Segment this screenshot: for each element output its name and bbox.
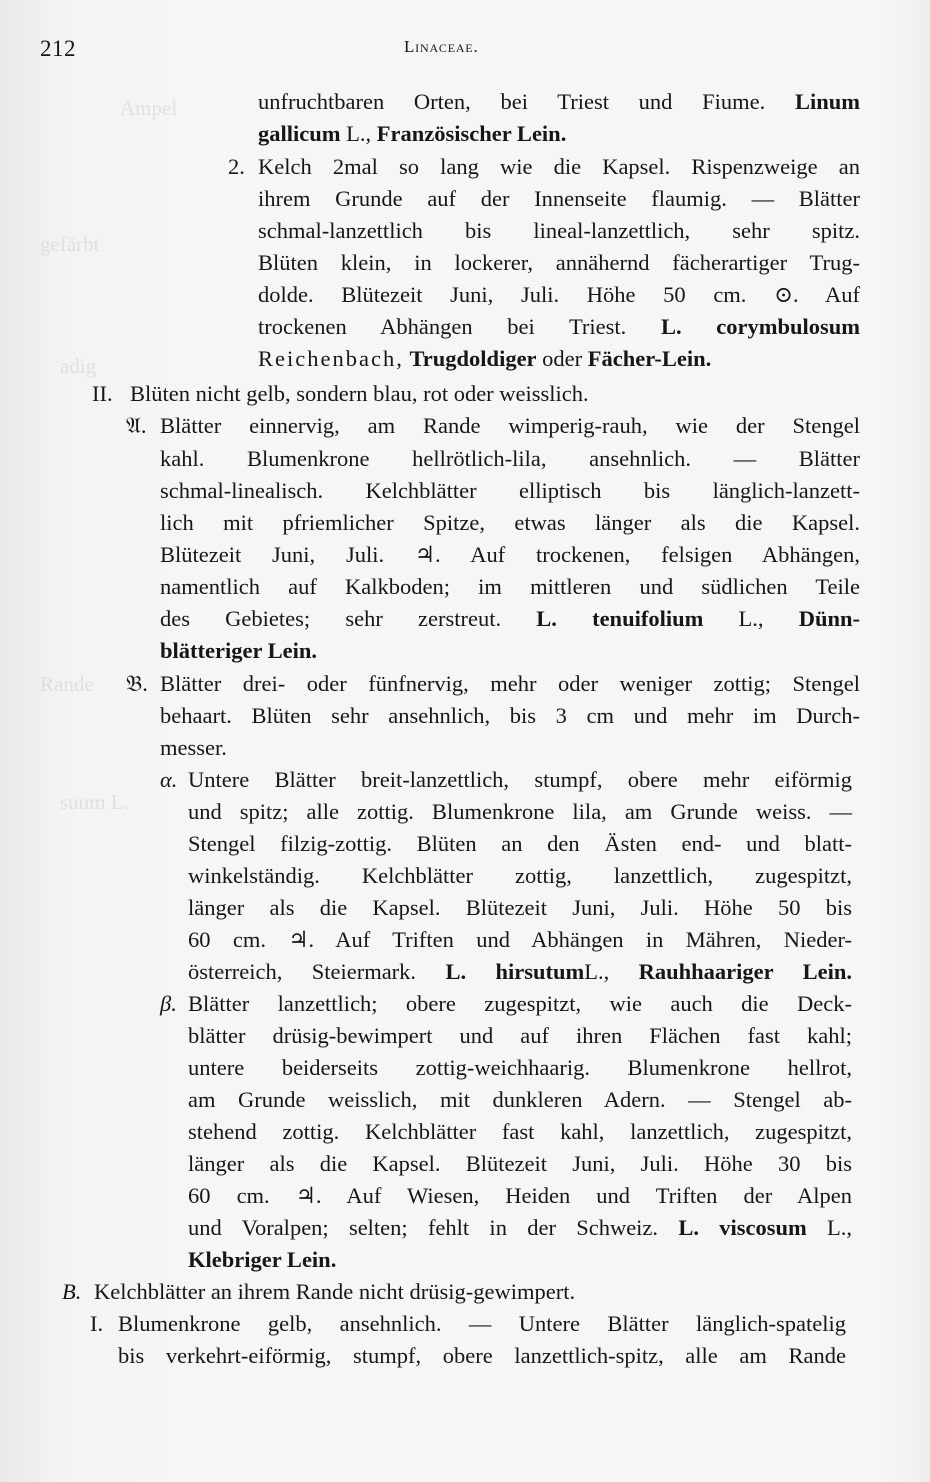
text-line: Blätter drei- oder fünfnervig, mehr oder weniger zottig; Stengel — [160, 671, 860, 696]
text-line: Blätter einnervig, am Rande wimperig-rauh, wie der Stengel — [160, 413, 860, 438]
item-marker: α. — [160, 767, 178, 792]
text-line: blätteriger Lein. — [160, 638, 318, 663]
bleed-through-text: Ampel — [120, 96, 178, 120]
text-line: und Voralpen; selten; fehlt in der Schweiz. L. viscosum L., — [188, 1215, 852, 1240]
text-line: schmal-linealisch. Kelchblätter elliptisch bis länglich-lanzett- — [160, 478, 860, 503]
text-line: blätter drüsig-bewimpert und auf ihren Flächen fast kahl; — [188, 1023, 852, 1048]
text-line: Kelchblätter an ihrem Rande nicht drüsig-gewimpert. — [94, 1279, 576, 1304]
text-line: Reichenbach, Trugdoldiger oder Fächer-Lein. — [258, 346, 712, 371]
text-line: am Grunde weisslich, mit dunkleren Adern. — Stengel ab- — [188, 1087, 852, 1112]
text-line: länger als die Kapsel. Blütezeit Juni, Juli. Höhe 30 bis — [188, 1151, 852, 1176]
text-line: trockenen Abhängen bei Triest. L. corymbulosum — [258, 314, 860, 339]
text-line: messer. — [160, 735, 227, 760]
text-line: Blumenkrone gelb, ansehnlich. — Untere Blätter länglich-spatelig — [118, 1311, 846, 1336]
text-line: namentlich auf Kalkboden; im mittleren und südlichen Teile — [160, 574, 860, 599]
text-line: kahl. Blumenkrone hellrötlich-lila, ansehnlich. — Blätter — [160, 446, 860, 471]
bleed-through-text: Rande — [40, 672, 94, 696]
text-line: stehend zottig. Kelchblätter fast kahl, lanzettlich, zugespitzt, — [188, 1119, 852, 1144]
item-marker: 𝔅. — [126, 671, 148, 696]
text-line: Blätter lanzettlich; obere zugespitzt, wie auch die Deck- — [188, 991, 852, 1016]
text-line: unfruchtbaren Orten, bei Triest und Fiume. Linum — [258, 89, 860, 114]
text-line: 60 cm. ♃. Auf Wiesen, Heiden und Triften der Alpen — [188, 1183, 852, 1208]
bleed-through-text: suum L. — [60, 790, 129, 814]
bleed-through-text: adig — [60, 354, 97, 378]
item-marker: II. — [92, 381, 113, 406]
text-line: gallicum L., Französischer Lein. — [258, 121, 567, 146]
text-line: Blüten nicht gelb, sondern blau, rot oder weisslich. — [130, 381, 589, 406]
item-marker: β. — [160, 991, 177, 1016]
running-title: Linaceae. — [404, 37, 479, 56]
text-line: Stengel filzig-zottig. Blüten an den Ästen end- und blatt- — [188, 831, 852, 856]
text-line: bis verkehrt-eiförmig, stumpf, obere lanzettlich-spitz, alle am Rande — [118, 1343, 846, 1368]
text-line: des Gebietes; sehr zerstreut. L. tenuifolium L., Dünn- — [160, 606, 861, 631]
text-line: winkelständig. Kelchblätter zottig, lanzettlich, zugespitzt, — [188, 863, 852, 888]
text-line: Blütezeit Juni, Juli. ♃. Auf trockenen, felsigen Abhängen, — [160, 542, 860, 567]
text-line: dolde. Blütezeit Juni, Juli. Höhe 50 cm. ⊙. Auf — [258, 282, 860, 307]
item-marker: B. — [62, 1279, 82, 1304]
text-line: behaart. Blüten sehr ansehnlich, bis 3 cm und mehr im Durch- — [160, 703, 860, 728]
item-marker: 𝔄. — [126, 413, 147, 438]
text-line: Blüten klein, in lockerer, annähernd fächerartiger Trug- — [258, 250, 860, 275]
item-marker: 2. — [228, 154, 245, 179]
text-line: länger als die Kapsel. Blütezeit Juni, Juli. Höhe 50 bis — [188, 895, 852, 920]
page-number: 212 — [40, 36, 76, 61]
text-line: ihrem Grunde auf der Innenseite flaumig. — Blätter — [258, 186, 860, 211]
text-line: österreich, Steiermark. L. hirsutumL., Rauhhaariger Lein. — [188, 959, 853, 984]
text-line: Kelch 2mal so lang wie die Kapsel. Rispenzweige an — [258, 154, 860, 179]
text-line: Untere Blätter breit-lanzettlich, stumpf, obere mehr eiförmig — [188, 767, 852, 792]
text-line: lich mit pfriemlicher Spitze, etwas länger als die Kapsel. — [160, 510, 860, 535]
text-line: Klebriger Lein. — [188, 1247, 337, 1272]
text-line: und spitz; alle zottig. Blumenkrone lila, am Grunde weiss. — — [188, 799, 852, 824]
bleed-through-text: gefärbt — [40, 232, 100, 256]
item-marker: I. — [90, 1311, 104, 1336]
text-line: untere beiderseits zottig-weichhaarig. Blumenkrone hellrot, — [188, 1055, 852, 1080]
text-line: schmal-lanzettlich bis lineal-lanzettlich, sehr spitz. — [258, 218, 860, 243]
text-line: 60 cm. ♃. Auf Triften und Abhängen in Mähren, Nieder- — [188, 927, 852, 952]
